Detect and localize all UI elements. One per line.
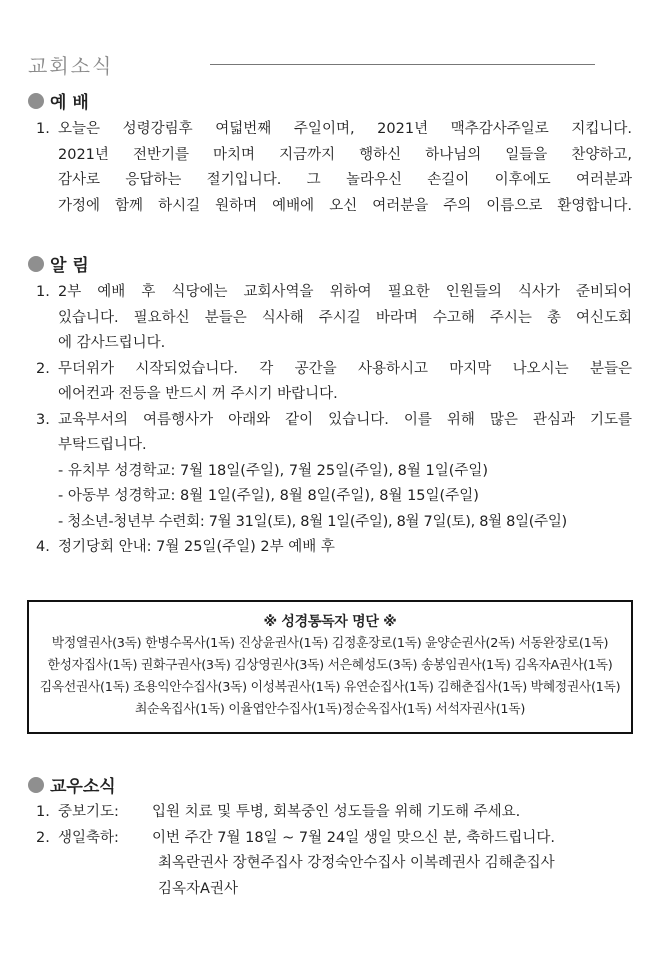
section-members-header [28, 772, 116, 797]
item-number: 2. [36, 829, 50, 846]
list-item [36, 826, 632, 903]
item-line: 무더위가 시작되었습니다. 각 공간을 사용하시고 마지막 나오시는 분들은 [58, 360, 632, 377]
section-members-label: 교우소식 [50, 777, 116, 797]
item-value: 이번 주간 7월 18일 ~ 7월 24일 생일 맞으신 분, 축하드립니다. [152, 829, 555, 846]
title-divider [210, 64, 595, 65]
readers-line: 한성자집사(1독) 권화구권사(3독) 김상영권사(3독) 서은혜성도(3독) 송봉임권사(1독) 김옥자A권사(1독) [47, 658, 613, 673]
item-line: 있습니다. 필요하신 분들은 식사해 주시길 바라며 수고해 주시는 총 여신도회 [58, 309, 632, 326]
item-line: 가정에 함께 하시길 원하며 예배에 오신 여러분을 주의 이름으로 환영합니다. [58, 197, 632, 214]
list-item [36, 280, 632, 357]
item-line: 정기당회 안내: 7월 25일(주일) 2부 예배 후 [58, 539, 335, 555]
section-worship-label: 예 배 [50, 93, 89, 113]
item-key: 중보기도: [58, 804, 119, 820]
item-line: 감사로 응답하는 절기입니다. 그 놀라우신 손길이 이후에도 여러분과 [58, 172, 632, 188]
bullet-icon [28, 256, 44, 272]
notices-list [36, 280, 632, 561]
item-number: 1. [36, 804, 50, 820]
item-line: 오늘은 성령강림후 여덟번째 주일이며, 2021년 맥추감사주일로 지킵니다. [58, 121, 632, 137]
readers-line: 김옥선권사(1독) 조용익안수집사(3독) 이성복권사(1독) 유연순집사(1독) 김해춘집사(1독) 박혜정권사(1독) [39, 680, 621, 695]
bullet-icon [28, 93, 44, 109]
item-number: 2. [36, 360, 50, 377]
list-item [36, 117, 632, 219]
schedule-line: - 유치부 성경학교: 7월 18일(주일), 7월 25일(주일), 8월 1일(주일) [58, 462, 489, 479]
schedule-line: - 아동부 성경학교: 8월 1일(주일), 8월 8일(주일), 8월 15일(주일) [58, 488, 479, 504]
section-notices-label: 알 림 [50, 256, 89, 276]
bible-readers-title: ※ 성경통독자 명단 ※ [263, 614, 397, 630]
readers-line: 박정열권사(3독) 한병수목사(1독) 진상윤권사(1독) 김정훈장로(1독) 윤양순권사(2독) 서동완장로(1독) [51, 636, 609, 651]
item-line: 2021년 전반기를 마치며 지금까지 행하신 하나님의 일들을 찬양하고, [58, 146, 632, 163]
item-number: 3. [36, 411, 50, 428]
bible-readers-box [27, 600, 633, 734]
list-item [36, 800, 632, 826]
item-line: 2부 예배 후 식당에는 교회사역을 위하여 필요한 인원들의 식사가 준비되어 [58, 284, 632, 300]
item-value: 입원 치료 및 투병, 회복중인 성도들을 위해 기도해 주세요. [152, 804, 521, 820]
members-list [36, 800, 632, 902]
item-key: 생일축하: [58, 829, 119, 846]
list-item [36, 357, 632, 408]
section-notices-header [28, 251, 89, 276]
item-line: 부탁드립니다. [58, 437, 147, 453]
list-item [36, 408, 632, 536]
page-title: 교회소식 [28, 54, 114, 78]
item-number: 4. [36, 539, 50, 555]
item-line: 에어컨과 전등을 반드시 꺼 주시기 바랍니다. [58, 386, 338, 402]
schedule-line: - 청소년-청년부 수련회: 7월 31일(토), 8월 1일(주일), 8월 7일(토), 8월 8일(주일) [58, 513, 567, 530]
item-number: 1. [36, 284, 50, 300]
readers-line: 최순옥집사(1독) 이율엽안수집사(1독)정순옥집사(1독) 서석자권사(1독) [134, 702, 526, 717]
list-item [36, 535, 632, 561]
birthday-names: 김옥자A권사 [158, 880, 238, 897]
bullet-icon [28, 777, 44, 793]
item-line: 에 감사드립니다. [58, 335, 166, 351]
item-number: 1. [36, 121, 50, 137]
item-line: 교육부서의 여름행사가 아래와 같이 있습니다. 이를 위해 많은 관심과 기도를 [58, 411, 632, 428]
section-worship-header [28, 88, 89, 113]
birthday-names: 최옥란권사 장현주집사 강정숙안수집사 이복례권사 김해춘집사 [158, 855, 555, 871]
worship-list [36, 117, 632, 219]
